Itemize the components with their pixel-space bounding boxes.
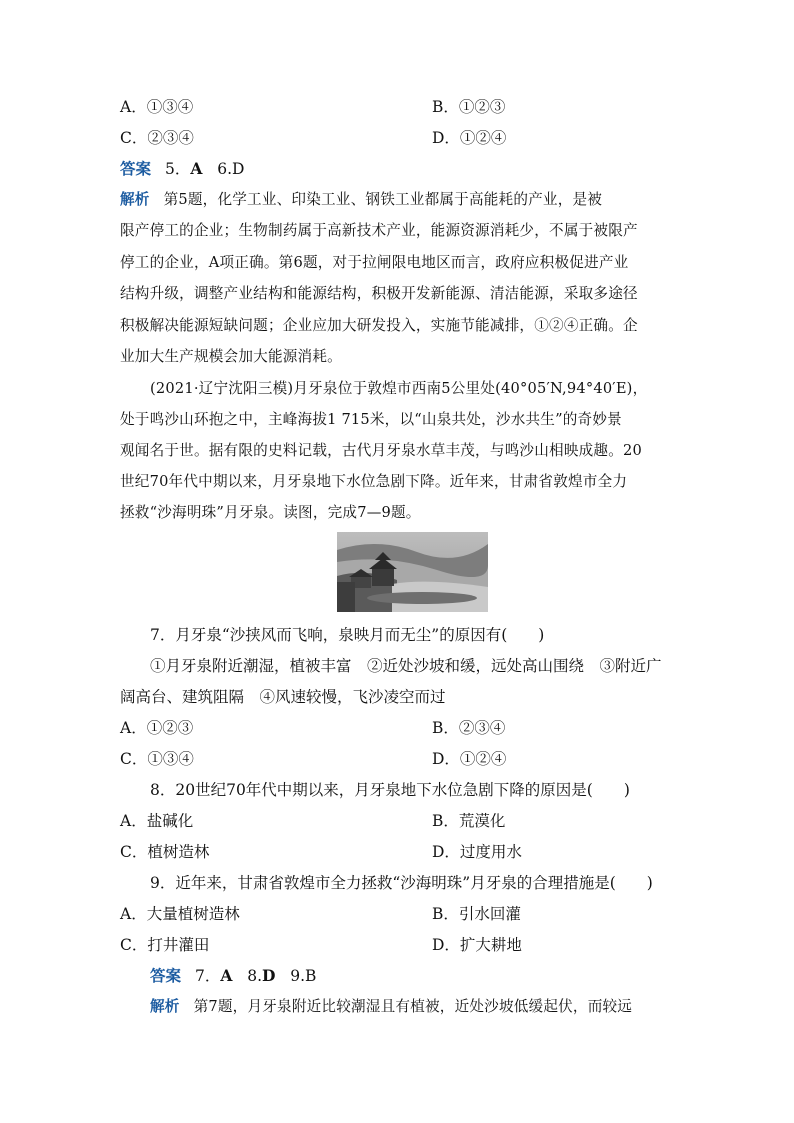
material-line-1 — [150, 379, 647, 399]
q4-option-c: C．②③④ — [120, 129, 194, 147]
q4-option-d: D．①②④ — [432, 129, 507, 147]
answer-9: 9.B — [290, 967, 317, 985]
explanation-5-6-line-4: 结构升级，调整产业结构和能源结构，积极开发新能源、清洁能源，采取多途径 — [120, 285, 638, 302]
explanation-label: 解析 — [150, 998, 180, 1015]
explanation-5-6-line-6: 业加大生产规模会加大能源消耗。 — [120, 348, 342, 365]
explanation-text: 第5题，化学工业、印染工业、钢铁工业都属于高能耗的产业，是被 — [163, 191, 603, 208]
q9-option-b: B．引水回灌 — [432, 905, 521, 923]
photo-illustration — [337, 532, 488, 612]
q8-option-d: D．过度用水 — [432, 843, 522, 861]
answer-8-value: D — [262, 966, 276, 985]
material-line-5: 拯救“沙海明珠”月牙泉。读图，完成7—9题。 — [120, 504, 421, 521]
material-line-2: 处于鸣沙山环抱之中，主峰海拔1 715米，以“山泉共处，沙水共生”的奇妙景 — [120, 411, 622, 428]
answer-7-value: A — [220, 966, 233, 985]
q9-option-a: A．大量植树造林 — [120, 905, 240, 923]
answer-5-num: 5． — [165, 160, 191, 178]
q7-items-line-1: ①月牙泉附近潮湿，植被丰富 ②近处沙坡和缓，远处高山围绕 ③附近广 — [150, 657, 662, 675]
q8-option-b: B．荒漠化 — [432, 812, 506, 830]
explanation-text: 第7题，月牙泉附近比较潮湿且有植被，近处沙坡低缓起伏，而较远 — [193, 998, 633, 1015]
q7-option-d: D．①②④ — [432, 750, 507, 768]
answer-label: 答案 — [150, 966, 182, 985]
answer-label: 答案 — [120, 159, 152, 178]
q8-stem: 8．20世纪70年代中期以来，月牙泉地下水位急剧下降的原因是( ) — [150, 781, 630, 799]
answer-5-value: A — [190, 159, 203, 178]
q8-option-c: C．植树造林 — [120, 843, 210, 861]
explanation-7-9-line-1 — [150, 997, 632, 1017]
material-line-3: 观闻名于世。据有限的史料记载，古代月牙泉水草丰茂，与鸣沙山相映成趣。20 — [120, 442, 642, 459]
answer-6: 6.D — [217, 160, 245, 178]
q9-stem: 9．近年来，甘肃省敦煌市全力拯救“沙海明珠”月牙泉的合理措施是( ) — [150, 874, 653, 892]
q7-stem: 7．月牙泉“沙挟风而飞响，泉映月而无尘”的原因有( ) — [150, 626, 545, 644]
material-text: 月牙泉位于敦煌市西南5公里处(40°05′N,94°40′E)， — [293, 380, 648, 397]
material-source: (2021·辽宁沈阳三模) — [150, 380, 294, 397]
explanation-5-6-line-5: 积极解决能源短缺问题；企业应加大研发投入，实施节能减排，①②④正确。企 — [120, 317, 638, 334]
answer-5-6 — [120, 159, 244, 179]
q7-option-b: B．②③④ — [432, 719, 506, 737]
q7-items-line-2: 阔高台、建筑阻隔 ④风速较慢，飞沙凌空而过 — [120, 688, 446, 706]
q8-option-a: A．盐碱化 — [120, 812, 194, 830]
answer-7-9 — [150, 966, 316, 986]
explanation-label: 解析 — [120, 191, 150, 208]
q4-option-a: A．①③④ — [120, 98, 194, 116]
answer-8-num: 8. — [247, 967, 262, 985]
q9-option-c: C．打井灌田 — [120, 936, 210, 954]
q7-option-c: C．①③④ — [120, 750, 194, 768]
q9-option-d: D．扩大耕地 — [432, 936, 522, 954]
explanation-5-6-line-3: 停工的企业，A项正确。第6题，对于拉闸限电地区而言，政府应积极促进产业 — [120, 254, 629, 271]
material-line-4: 世纪70年代中期以来，月牙泉地下水位急剧下降。近年来，甘肃省敦煌市全力 — [120, 473, 628, 490]
answer-7-num: 7． — [195, 967, 221, 985]
explanation-5-6-line-2: 限产停工的企业；生物制药属于高新技术产业，能源资源消耗少，不属于被限产 — [120, 222, 638, 239]
q4-option-b: B．①②③ — [432, 98, 506, 116]
q7-option-a: A．①②③ — [120, 719, 194, 737]
explanation-5-6-line-1 — [120, 190, 602, 210]
crescent-spring-photo — [337, 532, 488, 612]
